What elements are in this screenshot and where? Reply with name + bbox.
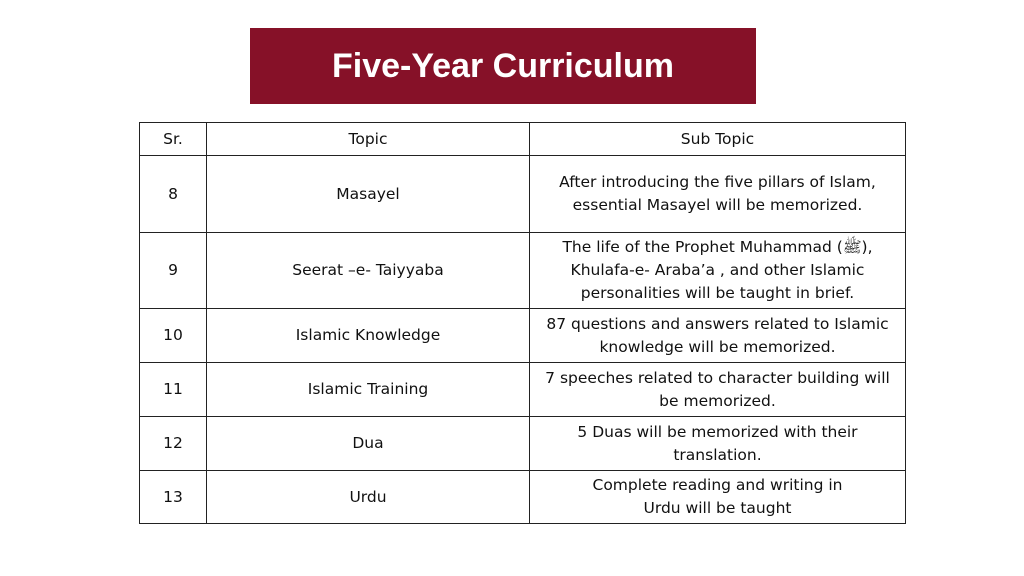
sr-cell: 12 bbox=[140, 417, 207, 471]
topic-cell: Islamic Training bbox=[207, 363, 530, 417]
sr-cell: 13 bbox=[140, 471, 207, 524]
subtopic-cell bbox=[530, 156, 906, 233]
subtopic-cell bbox=[530, 471, 906, 524]
subtopic-line: essential Masayel will be memorized. bbox=[572, 196, 863, 214]
table-row bbox=[140, 156, 906, 233]
topic-cell: Seerat –e- Taiyyaba bbox=[207, 233, 530, 309]
header-sr: Sr. bbox=[140, 123, 207, 156]
subtopic-cell bbox=[530, 309, 906, 363]
subtopic-line: knowledge will be memorized. bbox=[599, 337, 836, 356]
subtopic-line: 5 Duas will be memorized with their bbox=[577, 422, 858, 441]
subtopic-line: 7 speeches related to character building will bbox=[545, 368, 890, 387]
title-banner bbox=[250, 28, 756, 104]
topic-cell: Dua bbox=[207, 417, 530, 471]
subtopic-line: personalities will be taught in brief. bbox=[580, 284, 855, 302]
subtopic-line: translation. bbox=[673, 445, 762, 464]
subtopic-line: The life of the Prophet Muhammad (ﷺ), bbox=[562, 238, 873, 256]
subtopic-line: After introducing the five pillars of Islam, bbox=[559, 173, 876, 191]
table-header-row bbox=[140, 123, 906, 156]
table-row bbox=[140, 417, 906, 471]
subtopic-line: Khulafa-e- Araba’a , and other Islamic bbox=[570, 261, 865, 279]
topic-cell: Islamic Knowledge bbox=[207, 309, 530, 363]
table-row bbox=[140, 233, 906, 309]
sr-cell: 11 bbox=[140, 363, 207, 417]
subtopic-cell bbox=[530, 363, 906, 417]
sr-cell: 10 bbox=[140, 309, 207, 363]
topic-cell: Urdu bbox=[207, 471, 530, 524]
subtopic-line: be memorized. bbox=[659, 391, 776, 410]
sr-cell: 9 bbox=[140, 233, 207, 309]
topic-cell: Masayel bbox=[207, 156, 530, 233]
header-topic: Topic bbox=[207, 123, 530, 156]
header-subtopic: Sub Topic bbox=[530, 123, 906, 156]
table-row bbox=[140, 309, 906, 363]
subtopic-cell bbox=[530, 417, 906, 471]
table-row bbox=[140, 471, 906, 524]
subtopic-cell bbox=[530, 233, 906, 309]
table-row bbox=[140, 363, 906, 417]
curriculum-table bbox=[139, 122, 906, 524]
subtopic-line: 87 questions and answers related to Islamic bbox=[546, 314, 889, 333]
sr-cell: 8 bbox=[140, 156, 207, 233]
subtopic-line: Complete reading and writing in bbox=[592, 476, 843, 494]
subtopic-line: Urdu will be taught bbox=[643, 499, 792, 517]
page-title: Five-Year Curriculum bbox=[331, 46, 674, 85]
